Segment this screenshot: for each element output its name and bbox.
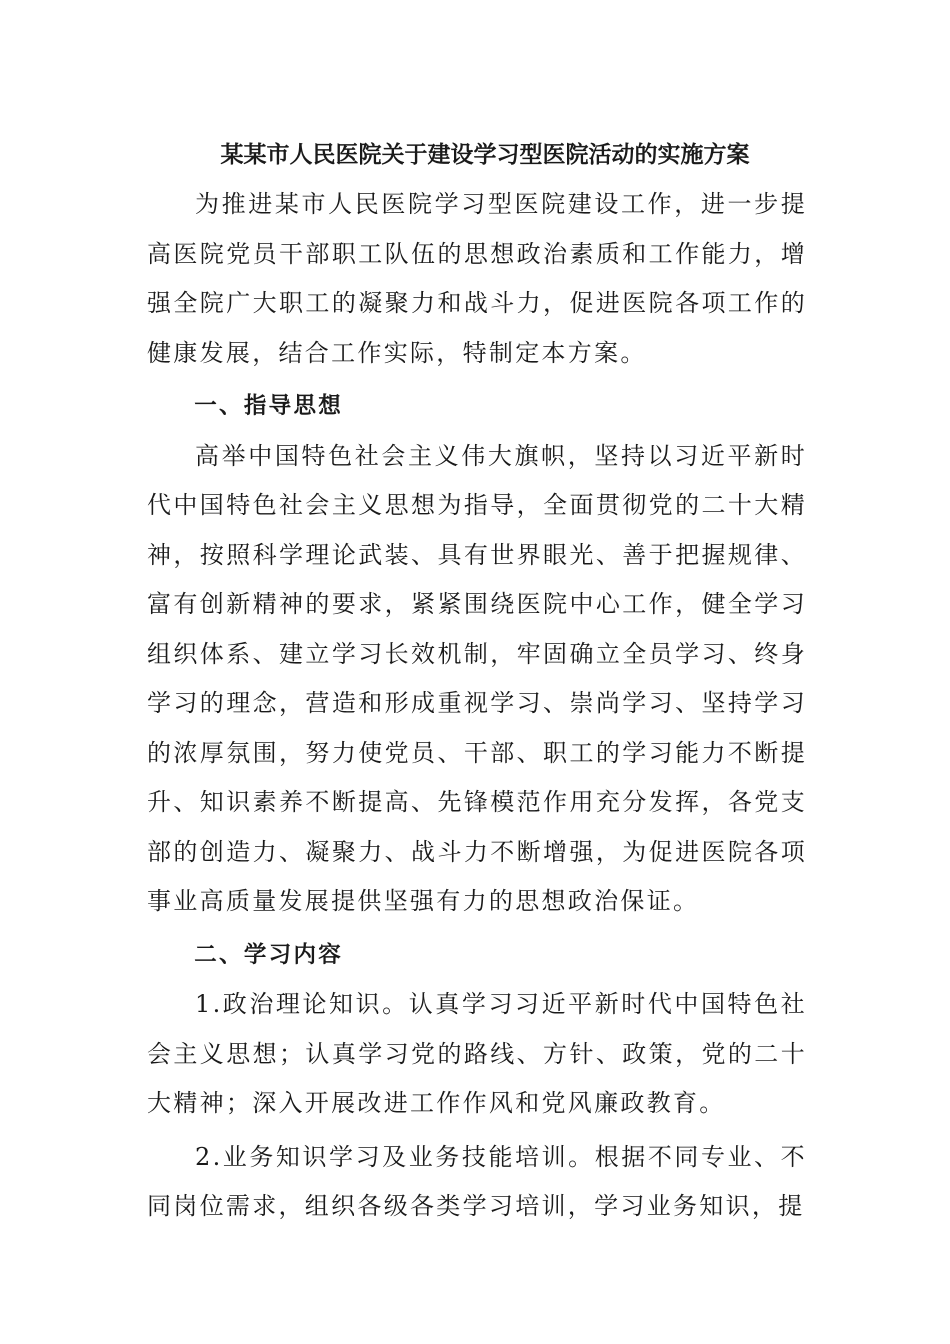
guiding-thought-paragraph: 高举中国特色社会主义伟大旗帜，坚持以习近平新时代中国特色社会主义思想为指导，全面贯彻党的二十大精神，按照科学理论武装、具有世界眼光、善于把握规律、富有创新精神的要求，紧紧围绕医院中心工作，健全学习组织体系、建立学习长效机制，牢固确立全员学习、终身学习的理念，营造和形成重视学习、崇尚学习、坚持学习的浓厚氛围，努力使党员、干部、职工的学习能力不断提升、知识素养不断提高、先锋模范作用充分发挥，各党支部的创造力、凝聚力、战斗力不断增强，为促进医院各项事业高质量发展提供坚强有力的思想政治保证。 <box>147 441 807 915</box>
section-heading-guiding-thought: 一、指导思想 <box>194 393 344 419</box>
learning-item-business-training: 2.业务知识学习及业务技能培训。根据不同专业、不同岗位需求，组织各级各类学习培训，学习业务知识，提 <box>147 1142 807 1220</box>
intro-paragraph: 为推进某市人民医院学习型医院建设工作，进一步提高医院党员干部职工队伍的思想政治素质和工作能力，增强全院广大职工的凝聚力和战斗力，促进医院各项工作的健康发展，结合工作实际，特制定本方案。 <box>147 190 807 367</box>
document-title: 某某市人民医院关于建设学习型医院活动的实施方案 <box>220 142 750 168</box>
document-page <box>147 130 807 1232</box>
learning-item-political-theory: 1.政治理论知识。认真学习习近平新时代中国特色社会主义思想；认真学习党的路线、方针、政策，党的二十大精神；深入开展改进工作作风和党风廉政教育。 <box>147 990 807 1117</box>
section-heading-learning-content: 二、学习内容 <box>194 941 344 968</box>
